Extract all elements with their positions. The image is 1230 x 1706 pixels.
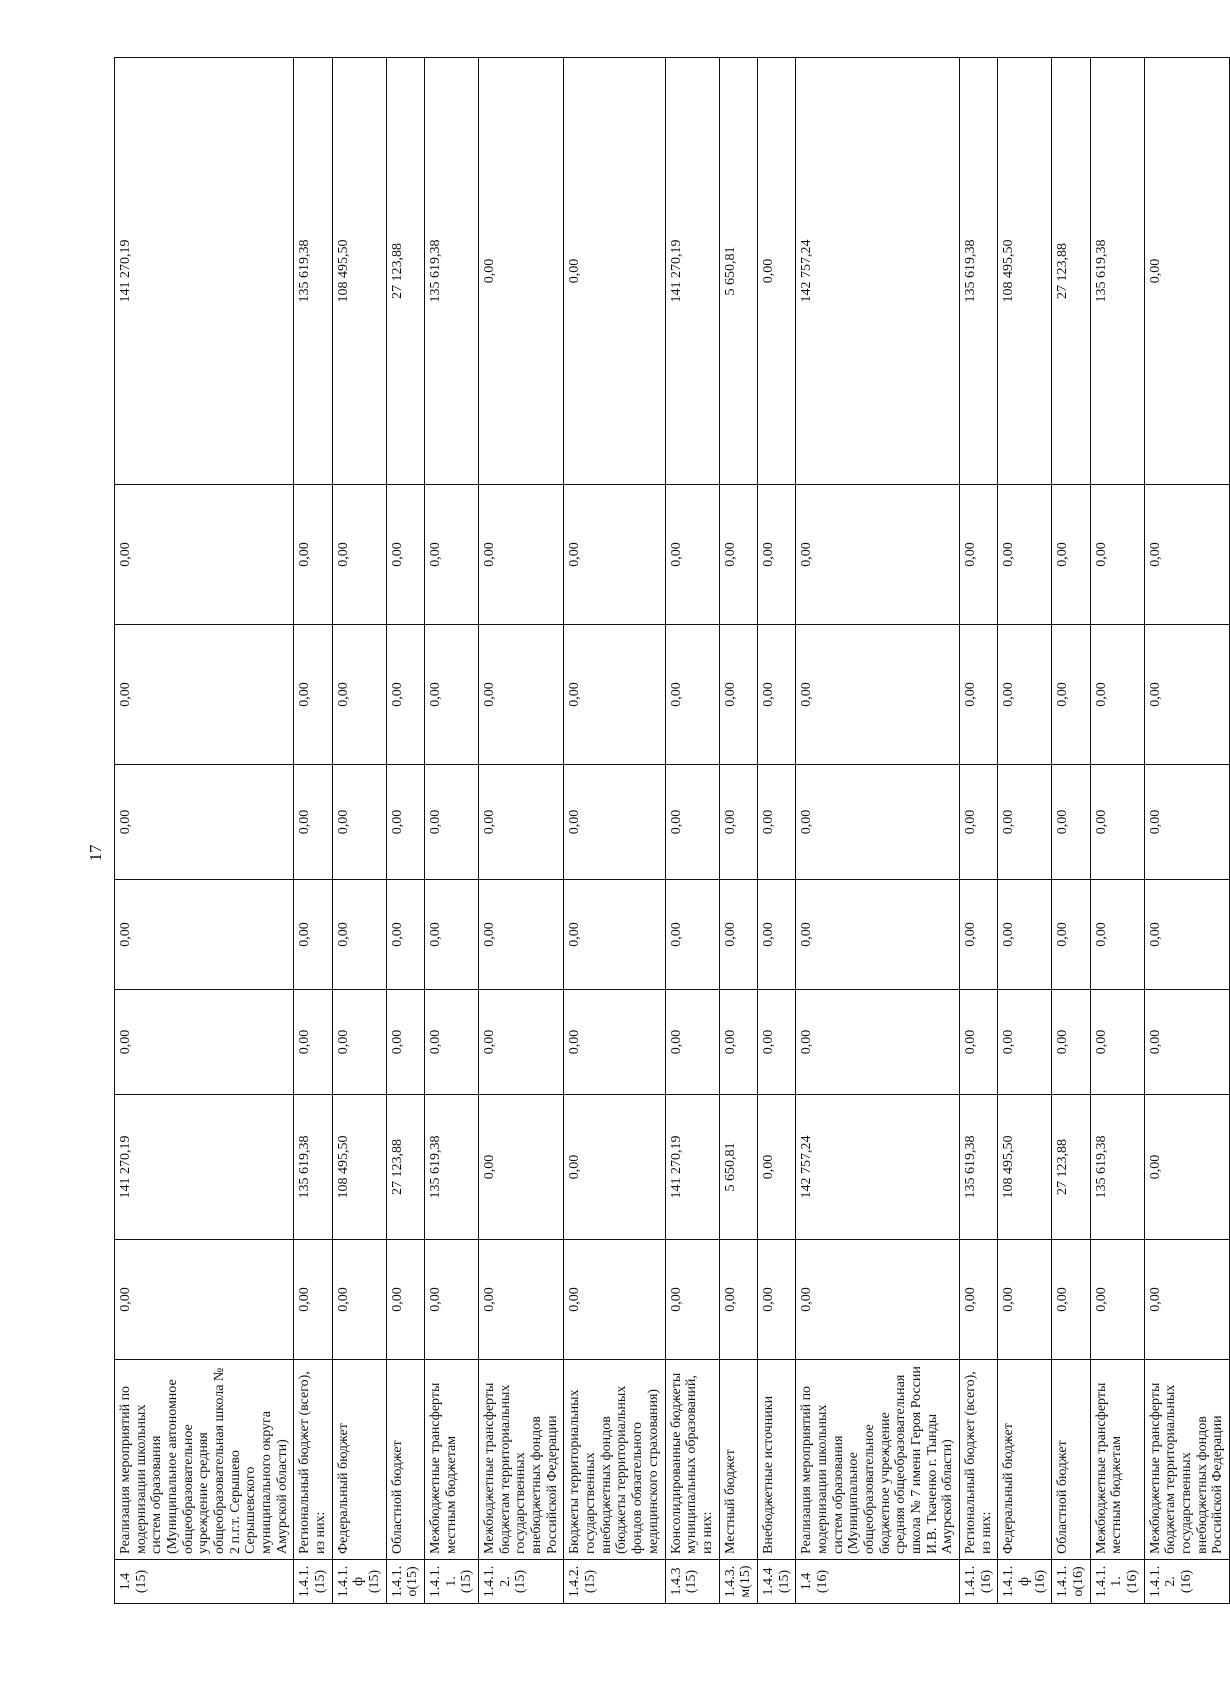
value-cell: 142 757,24 <box>796 1095 960 1240</box>
budget-table <box>114 57 1230 1604</box>
value-cell: 0,00 <box>1090 1240 1144 1360</box>
value-cell: 0,00 <box>564 1240 665 1360</box>
total-cell: 141 270,19 <box>115 58 294 485</box>
value-cell: 0,00 <box>665 880 719 990</box>
total-cell: 27 123,88 <box>386 58 424 485</box>
value-cell: 0,00 <box>1090 880 1144 990</box>
value-cell: 0,00 <box>425 485 479 625</box>
total-cell: 142 757,24 <box>796 58 960 485</box>
total-cell: 0,00 <box>479 58 564 485</box>
value-cell: 141 270,19 <box>115 1095 294 1240</box>
table-row <box>115 58 294 1604</box>
table-row <box>564 58 665 1604</box>
table-row <box>757 58 795 1604</box>
rotated-table-wrapper <box>114 58 1226 1604</box>
value-cell: 0,00 <box>115 765 294 880</box>
value-cell: 0,00 <box>757 990 795 1095</box>
total-cell: 135 619,38 <box>294 58 332 485</box>
value-cell: 0,00 <box>959 625 997 765</box>
value-cell: 0,00 <box>115 990 294 1095</box>
table-row <box>1052 58 1090 1604</box>
table-row <box>665 58 719 1604</box>
value-cell: 0,00 <box>115 1240 294 1360</box>
value-cell: 0,00 <box>479 765 564 880</box>
table-row <box>479 58 564 1604</box>
row-name: Реализация мероприятий по модернизации школьных систем образования (Муниципальное автономное общеобразовательное учреждение средняя общеобразовательная школа № 2 п.г.т. Серышево Серышевского муниципального округа Амурской области) <box>115 1360 294 1560</box>
value-cell: 0,00 <box>719 625 757 765</box>
value-cell: 0,00 <box>719 1240 757 1360</box>
value-cell: 0,00 <box>796 880 960 990</box>
value-cell: 0,00 <box>294 485 332 625</box>
row-name: Межбюджетные трансферты местным бюджетам <box>425 1360 479 1560</box>
value-cell: 0,00 <box>959 485 997 625</box>
row-code: 1.4.1.1.(16) <box>1090 1560 1144 1604</box>
row-name: Региональный бюджет (всего), из них: <box>959 1360 997 1560</box>
value-cell: 0,00 <box>479 990 564 1095</box>
value-cell: 135 619,38 <box>425 1095 479 1240</box>
value-cell: 0,00 <box>998 1240 1052 1360</box>
row-code: 1.4.2.(15) <box>564 1560 665 1604</box>
value-cell: 0,00 <box>332 1240 386 1360</box>
total-cell: 108 495,50 <box>998 58 1052 485</box>
table-row <box>332 58 386 1604</box>
row-name: Региональный бюджет (всего), из них: <box>294 1360 332 1560</box>
table-row <box>998 58 1052 1604</box>
value-cell: 0,00 <box>1144 1095 1229 1240</box>
value-cell: 0,00 <box>796 1240 960 1360</box>
value-cell: 0,00 <box>1052 485 1090 625</box>
value-cell: 0,00 <box>332 625 386 765</box>
row-code: 1.4.1.о(15) <box>386 1560 424 1604</box>
value-cell: 0,00 <box>665 625 719 765</box>
row-code: 1.4.3.м(15) <box>719 1560 757 1604</box>
value-cell: 0,00 <box>386 1240 424 1360</box>
value-cell: 0,00 <box>1144 485 1229 625</box>
value-cell: 0,00 <box>115 880 294 990</box>
row-code: 1.4.1.(15) <box>294 1560 332 1604</box>
value-cell: 0,00 <box>796 765 960 880</box>
value-cell: 0,00 <box>719 485 757 625</box>
page-number: 17 <box>86 844 105 862</box>
row-name: Внебюджетные источники <box>757 1360 795 1560</box>
value-cell: 0,00 <box>564 625 665 765</box>
value-cell: 0,00 <box>1090 485 1144 625</box>
value-cell: 0,00 <box>719 990 757 1095</box>
total-cell: 0,00 <box>564 58 665 485</box>
value-cell: 0,00 <box>425 625 479 765</box>
row-name: Бюджеты территориальных государственных внебюджетных фондов (бюджеты территориальных фондов обязательного медицинского страхования) <box>564 1360 665 1560</box>
value-cell: 0,00 <box>998 765 1052 880</box>
row-name: Федеральный бюджет <box>998 1360 1052 1560</box>
value-cell: 0,00 <box>115 485 294 625</box>
value-cell: 0,00 <box>757 1240 795 1360</box>
value-cell: 0,00 <box>665 990 719 1095</box>
value-cell: 0,00 <box>564 880 665 990</box>
row-name: Федеральный бюджет <box>332 1360 386 1560</box>
row-code: 1.4.1.2.(15) <box>479 1560 564 1604</box>
total-cell: 0,00 <box>757 58 795 485</box>
row-code: 1.4.1.ф (15) <box>332 1560 386 1604</box>
value-cell: 0,00 <box>1052 625 1090 765</box>
row-code: 1.4.1.ф (16) <box>998 1560 1052 1604</box>
value-cell: 0,00 <box>1144 1240 1229 1360</box>
value-cell: 135 619,38 <box>1090 1095 1144 1240</box>
total-cell: 27 123,88 <box>1052 58 1090 485</box>
total-cell: 0,00 <box>1144 58 1229 485</box>
table-body <box>115 58 1230 1604</box>
row-code: 1.4 (15) <box>115 1560 294 1604</box>
value-cell: 0,00 <box>386 990 424 1095</box>
value-cell: 0,00 <box>294 625 332 765</box>
value-cell: 0,00 <box>719 880 757 990</box>
value-cell: 0,00 <box>564 485 665 625</box>
value-cell: 0,00 <box>1052 1240 1090 1360</box>
value-cell: 0,00 <box>294 1240 332 1360</box>
value-cell: 0,00 <box>665 765 719 880</box>
value-cell: 27 123,88 <box>1052 1095 1090 1240</box>
value-cell: 0,00 <box>332 765 386 880</box>
value-cell: 0,00 <box>479 485 564 625</box>
table-row <box>959 58 997 1604</box>
table-row <box>1090 58 1144 1604</box>
value-cell: 0,00 <box>425 1240 479 1360</box>
value-cell: 0,00 <box>564 990 665 1095</box>
value-cell: 0,00 <box>479 880 564 990</box>
value-cell: 0,00 <box>998 990 1052 1095</box>
total-cell: 141 270,19 <box>665 58 719 485</box>
value-cell: 108 495,50 <box>998 1095 1052 1240</box>
row-code: 1.4.3 (15) <box>665 1560 719 1604</box>
value-cell: 0,00 <box>959 765 997 880</box>
value-cell: 0,00 <box>1052 990 1090 1095</box>
row-code: 1.4.1.2.(16) <box>1144 1560 1229 1604</box>
row-code: 1.4.1.1.(15) <box>425 1560 479 1604</box>
value-cell: 0,00 <box>796 485 960 625</box>
value-cell: 135 619,38 <box>294 1095 332 1240</box>
value-cell: 0,00 <box>796 990 960 1095</box>
value-cell: 0,00 <box>386 880 424 990</box>
row-code: 1.4.1.(16) <box>959 1560 997 1604</box>
value-cell: 108 495,50 <box>332 1095 386 1240</box>
value-cell: 0,00 <box>665 485 719 625</box>
row-code: 1.4 (16) <box>796 1560 960 1604</box>
value-cell: 0,00 <box>1090 765 1144 880</box>
total-cell: 135 619,38 <box>959 58 997 485</box>
row-name: Межбюджетные трансферты бюджетам территориальных государственных внебюджетных фондов Российской Федерации <box>1144 1360 1229 1560</box>
value-cell: 0,00 <box>1144 765 1229 880</box>
value-cell: 0,00 <box>796 625 960 765</box>
table-row <box>796 58 960 1604</box>
value-cell: 0,00 <box>425 765 479 880</box>
value-cell: 0,00 <box>115 625 294 765</box>
value-cell: 0,00 <box>959 880 997 990</box>
table-row <box>386 58 424 1604</box>
row-code: 1.4.4 (15) <box>757 1560 795 1604</box>
table-row <box>1144 58 1229 1604</box>
value-cell: 0,00 <box>294 880 332 990</box>
row-name: Местный бюджет <box>719 1360 757 1560</box>
value-cell: 0,00 <box>998 880 1052 990</box>
value-cell: 0,00 <box>757 485 795 625</box>
value-cell: 0,00 <box>479 1240 564 1360</box>
row-name: Областной бюджет <box>1052 1360 1090 1560</box>
value-cell: 0,00 <box>564 1095 665 1240</box>
total-cell: 135 619,38 <box>1090 58 1144 485</box>
value-cell: 0,00 <box>757 1095 795 1240</box>
value-cell: 0,00 <box>1052 765 1090 880</box>
value-cell: 0,00 <box>386 625 424 765</box>
value-cell: 0,00 <box>294 765 332 880</box>
value-cell: 0,00 <box>425 990 479 1095</box>
value-cell: 5 650,81 <box>719 1095 757 1240</box>
row-code: 1.4.1.о(16) <box>1052 1560 1090 1604</box>
value-cell: 27 123,88 <box>386 1095 424 1240</box>
value-cell: 0,00 <box>665 1240 719 1360</box>
value-cell: 0,00 <box>757 765 795 880</box>
table-row <box>294 58 332 1604</box>
row-name: Межбюджетные трансферты бюджетам территориальных государственных внебюджетных фондов Российской Федерации <box>479 1360 564 1560</box>
table-row <box>425 58 479 1604</box>
value-cell: 0,00 <box>294 990 332 1095</box>
value-cell: 0,00 <box>332 880 386 990</box>
total-cell: 108 495,50 <box>332 58 386 485</box>
value-cell: 0,00 <box>386 485 424 625</box>
row-name: Консолидированные бюджеты муниципальных образований, из них: <box>665 1360 719 1560</box>
value-cell: 141 270,19 <box>665 1095 719 1240</box>
value-cell: 0,00 <box>479 625 564 765</box>
value-cell: 0,00 <box>479 1095 564 1240</box>
value-cell: 0,00 <box>386 765 424 880</box>
value-cell: 0,00 <box>1052 880 1090 990</box>
total-cell: 5 650,81 <box>719 58 757 485</box>
value-cell: 0,00 <box>998 485 1052 625</box>
value-cell: 0,00 <box>332 990 386 1095</box>
value-cell: 0,00 <box>1144 880 1229 990</box>
row-name: Межбюджетные трансферты местным бюджетам <box>1090 1360 1144 1560</box>
value-cell: 0,00 <box>564 765 665 880</box>
row-name: Реализация мероприятий по модернизации школьных систем образования (Муниципальное общеобразовательное бюджетное учреждение средняя общеобразовательная школа № 7 имени Героя России И.В. Ткаченко г. Тынды Амурской области) <box>796 1360 960 1560</box>
total-cell: 135 619,38 <box>425 58 479 485</box>
table-row <box>719 58 757 1604</box>
value-cell: 135 619,38 <box>959 1095 997 1240</box>
value-cell: 0,00 <box>998 625 1052 765</box>
value-cell: 0,00 <box>1144 990 1229 1095</box>
value-cell: 0,00 <box>425 880 479 990</box>
value-cell: 0,00 <box>332 485 386 625</box>
row-name: Областной бюджет <box>386 1360 424 1560</box>
value-cell: 0,00 <box>959 1240 997 1360</box>
value-cell: 0,00 <box>1090 625 1144 765</box>
value-cell: 0,00 <box>719 765 757 880</box>
value-cell: 0,00 <box>1144 625 1229 765</box>
value-cell: 0,00 <box>1090 990 1144 1095</box>
value-cell: 0,00 <box>959 990 997 1095</box>
value-cell: 0,00 <box>757 880 795 990</box>
value-cell: 0,00 <box>757 625 795 765</box>
